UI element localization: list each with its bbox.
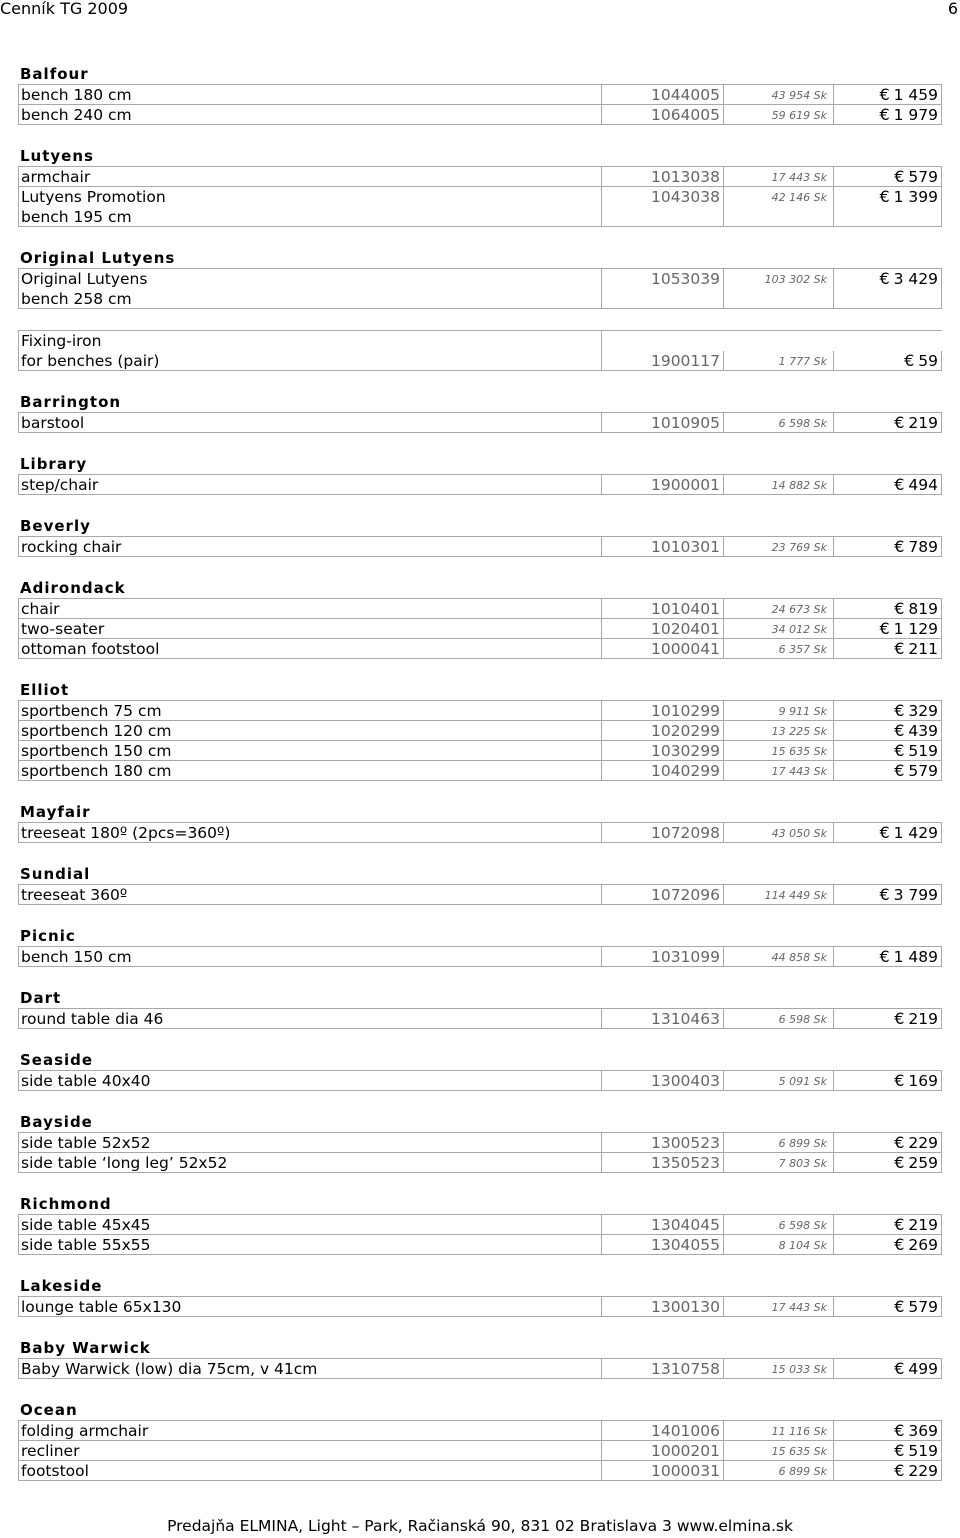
price-sk: 17 443 Sk — [724, 761, 834, 780]
price-eur: 579 — [908, 1298, 938, 1316]
price-eur-cell — [834, 537, 942, 556]
price-eur: 219 — [908, 1010, 938, 1028]
product-code: 1010299 — [602, 701, 724, 720]
price-sk: 43 954 Sk — [724, 85, 834, 104]
product-code: 1310463 — [602, 1009, 724, 1028]
product-code: 1010301 — [602, 537, 724, 556]
price-eur: 579 — [908, 168, 938, 186]
product-row — [18, 186, 942, 227]
price-sk: 6 899 Sk — [724, 1461, 834, 1480]
euro-icon: € — [879, 269, 890, 288]
price-eur: 519 — [908, 742, 938, 760]
product-code: 1044005 — [602, 85, 724, 104]
product-code: 1053039 — [602, 269, 724, 308]
product-name: Original Lutyens bench 258 cm — [18, 269, 602, 308]
price-eur: 439 — [908, 722, 938, 740]
product-row — [18, 268, 942, 309]
price-eur: 329 — [908, 702, 938, 720]
product-row — [18, 330, 942, 371]
product-code: 1010905 — [602, 413, 724, 432]
section-spacer — [18, 371, 942, 392]
price-eur-cell — [834, 1461, 942, 1480]
product-name: two-seater — [18, 619, 602, 638]
product-section — [18, 330, 942, 371]
product-code: 1010401 — [602, 599, 724, 618]
product-name: treeseat 180º (2pcs=360º) — [18, 823, 602, 842]
product-section — [18, 1050, 942, 1091]
price-eur: 3 799 — [893, 886, 938, 904]
price-eur: 369 — [908, 1422, 938, 1440]
price-eur-cell — [834, 1441, 942, 1460]
section-rows — [18, 268, 942, 309]
section-spacer — [18, 1317, 942, 1338]
euro-icon: € — [879, 823, 890, 842]
product-section — [18, 864, 942, 905]
page-footer: Predajňa ELMINA, Light – Park, Račianská 90, 831 02 Bratislava 3 www.elmina.sk — [167, 1517, 793, 1535]
price-eur: 259 — [908, 1154, 938, 1172]
price-sk: 11 116 Sk — [724, 1421, 834, 1440]
euro-icon: € — [879, 947, 890, 966]
product-code: 1072098 — [602, 823, 724, 842]
product-section — [18, 1194, 942, 1255]
section-title: Mayfair — [20, 803, 91, 821]
product-row — [18, 740, 942, 761]
price-sk: 103 302 Sk — [724, 269, 834, 308]
page-number: 6 — [947, 0, 958, 18]
price-eur: 219 — [908, 414, 938, 432]
euro-icon: € — [894, 1215, 905, 1234]
euro-icon: € — [894, 1359, 905, 1378]
section-title: Dart — [20, 989, 62, 1007]
price-eur-cell — [834, 741, 942, 760]
price-sk: 24 673 Sk — [724, 599, 834, 618]
euro-icon: € — [894, 537, 905, 556]
price-sk: 6 899 Sk — [724, 1133, 834, 1152]
product-section — [18, 146, 942, 227]
euro-icon: € — [894, 1235, 905, 1254]
product-code: 1000201 — [602, 1441, 724, 1460]
price-eur: 819 — [908, 600, 938, 618]
product-row — [18, 1296, 942, 1317]
price-eur: 1 399 — [893, 188, 938, 206]
product-row — [18, 1132, 942, 1153]
price-eur: 1 979 — [893, 106, 938, 124]
price-eur: 229 — [908, 1462, 938, 1480]
section-spacer — [18, 1379, 942, 1400]
product-row — [18, 1420, 942, 1441]
price-eur: 579 — [908, 762, 938, 780]
price-eur: 494 — [908, 476, 938, 494]
section-rows — [18, 1358, 942, 1379]
euro-icon: € — [894, 1297, 905, 1316]
product-section — [18, 248, 942, 309]
section-title: Bayside — [20, 1113, 93, 1131]
section-spacer — [18, 125, 942, 146]
product-name: Baby Warwick (low) dia 75cm, v 41cm — [18, 1359, 602, 1378]
product-code: 1064005 — [602, 105, 724, 124]
section-spacer — [18, 781, 942, 802]
section-title: Ocean — [20, 1401, 78, 1419]
price-sk: 17 443 Sk — [724, 1297, 834, 1316]
price-eur-cell — [834, 1215, 942, 1234]
section-title: Barrington — [20, 393, 122, 411]
section-title: Picnic — [20, 927, 76, 945]
product-code: 1304045 — [602, 1215, 724, 1234]
product-section — [18, 1338, 942, 1379]
product-name: armchair — [18, 167, 602, 186]
product-code: 1020401 — [602, 619, 724, 638]
document-title: Cenník TG 2009 — [0, 0, 129, 18]
product-section — [18, 926, 942, 967]
product-row — [18, 84, 942, 105]
euro-icon: € — [894, 721, 905, 740]
section-title: Lutyens — [20, 147, 94, 165]
price-eur-cell — [834, 351, 942, 371]
euro-icon: € — [894, 761, 905, 780]
section-spacer — [18, 1173, 942, 1194]
price-eur: 229 — [908, 1134, 938, 1152]
price-eur-cell — [834, 1421, 942, 1440]
price-sk: 15 635 Sk — [724, 741, 834, 760]
section-rows — [18, 536, 942, 557]
product-section — [18, 392, 942, 433]
product-code: 1310758 — [602, 1359, 724, 1378]
section-spacer — [18, 557, 942, 578]
euro-icon: € — [879, 885, 890, 904]
section-spacer — [18, 1091, 942, 1112]
price-eur-cell — [834, 639, 942, 658]
product-name: recliner — [18, 1441, 602, 1460]
product-name: sportbench 180 cm — [18, 761, 602, 780]
product-row — [18, 412, 942, 433]
product-code: 1300523 — [602, 1133, 724, 1152]
product-name: side table 52x52 — [18, 1133, 602, 1152]
product-name: side table ‘long leg’ 52x52 — [18, 1153, 602, 1172]
product-row — [18, 822, 942, 843]
price-sk: 14 882 Sk — [724, 475, 834, 494]
product-name: barstool — [18, 413, 602, 432]
euro-icon: € — [894, 475, 905, 494]
section-title: Lakeside — [20, 1277, 103, 1295]
price-sk: 23 769 Sk — [724, 537, 834, 556]
product-name: sportbench 75 cm — [18, 701, 602, 720]
price-sk: 6 598 Sk — [724, 413, 834, 432]
euro-icon: € — [894, 639, 905, 658]
product-name: round table dia 46 — [18, 1009, 602, 1028]
price-eur-cell — [834, 475, 942, 494]
price-eur-cell — [834, 413, 942, 432]
product-row — [18, 104, 942, 125]
section-spacer — [18, 659, 942, 680]
page-header — [0, 0, 960, 20]
product-row — [18, 638, 942, 659]
product-row — [18, 1214, 942, 1235]
price-eur-cell — [834, 1071, 942, 1090]
product-row — [18, 720, 942, 741]
price-sk: 44 858 Sk — [724, 947, 834, 966]
product-name: lounge table 65x130 — [18, 1297, 602, 1316]
product-row — [18, 618, 942, 639]
euro-icon: € — [894, 167, 905, 186]
product-row — [18, 1152, 942, 1173]
price-eur: 519 — [908, 1442, 938, 1460]
euro-icon: € — [904, 351, 915, 370]
price-eur-cell — [834, 269, 942, 308]
price-sk: 17 443 Sk — [724, 167, 834, 186]
product-section — [18, 1112, 942, 1173]
product-row — [18, 1234, 942, 1255]
price-sk: 34 012 Sk — [724, 619, 834, 638]
price-sk: 13 225 Sk — [724, 721, 834, 740]
product-name: bench 150 cm — [18, 947, 602, 966]
product-row — [18, 1070, 942, 1091]
euro-icon: € — [894, 1071, 905, 1090]
product-code: 1013038 — [602, 167, 724, 186]
euro-icon: € — [894, 413, 905, 432]
price-eur: 3 429 — [893, 270, 938, 288]
section-rows — [18, 1214, 942, 1255]
section-title: Elliot — [20, 681, 70, 699]
section-spacer — [18, 843, 942, 864]
product-code: 1300403 — [602, 1071, 724, 1090]
price-sk: 42 146 Sk — [724, 187, 834, 226]
product-name: side table 55x55 — [18, 1235, 602, 1254]
section-title: Library — [20, 455, 88, 473]
euro-icon: € — [879, 187, 890, 206]
section-rows — [18, 1070, 942, 1091]
price-eur-cell — [834, 619, 942, 638]
price-eur: 499 — [908, 1360, 938, 1378]
price-eur: 211 — [908, 640, 938, 658]
product-code: 1900117 — [602, 351, 724, 371]
price-sk: 8 104 Sk — [724, 1235, 834, 1254]
euro-icon: € — [894, 1153, 905, 1172]
price-eur-cell — [834, 1297, 942, 1316]
price-eur-cell — [834, 85, 942, 104]
section-spacer — [18, 967, 942, 988]
price-sk: 59 619 Sk — [724, 105, 834, 124]
section-rows — [18, 330, 942, 371]
section-spacer — [18, 1029, 942, 1050]
product-section — [18, 516, 942, 557]
price-eur: 219 — [908, 1216, 938, 1234]
price-eur-cell — [834, 167, 942, 186]
price-sk: 9 911 Sk — [724, 701, 834, 720]
product-section — [18, 680, 942, 781]
price-sk: 6 598 Sk — [724, 1215, 834, 1234]
euro-icon: € — [894, 701, 905, 720]
product-section — [18, 802, 942, 843]
price-eur-cell — [834, 1133, 942, 1152]
section-spacer — [18, 309, 942, 330]
price-sk: 6 598 Sk — [724, 1009, 834, 1028]
section-spacer — [18, 227, 942, 248]
product-name: bench 180 cm — [18, 85, 602, 104]
section-rows — [18, 1132, 942, 1173]
product-row — [18, 536, 942, 557]
euro-icon: € — [894, 1421, 905, 1440]
product-name: rocking chair — [18, 537, 602, 556]
section-title: Adirondack — [20, 579, 126, 597]
price-eur-cell — [834, 885, 942, 904]
price-eur-cell — [834, 1359, 942, 1378]
section-spacer — [18, 433, 942, 454]
section-rows — [18, 474, 942, 495]
price-sk: 43 050 Sk — [724, 823, 834, 842]
section-title: Sundial — [20, 865, 91, 883]
product-row — [18, 700, 942, 721]
price-eur-cell — [834, 1009, 942, 1028]
product-name: treeseat 360º — [18, 885, 602, 904]
euro-icon: € — [894, 1009, 905, 1028]
product-code: 1000031 — [602, 1461, 724, 1480]
product-section — [18, 988, 942, 1029]
product-name: side table 40x40 — [18, 1071, 602, 1090]
section-spacer — [18, 495, 942, 516]
product-row — [18, 760, 942, 781]
product-code: 1031099 — [602, 947, 724, 966]
price-sk: 7 803 Sk — [724, 1153, 834, 1172]
euro-icon: € — [894, 1461, 905, 1480]
product-row — [18, 1008, 942, 1029]
price-sk: 15 033 Sk — [724, 1359, 834, 1378]
section-spacer — [18, 905, 942, 926]
price-eur-cell — [834, 721, 942, 740]
product-section — [18, 454, 942, 495]
section-rows — [18, 946, 942, 967]
product-row — [18, 884, 942, 905]
section-rows — [18, 884, 942, 905]
product-name: side table 45x45 — [18, 1215, 602, 1234]
price-eur: 1 489 — [893, 948, 938, 966]
euro-icon: € — [879, 105, 890, 124]
section-rows — [18, 598, 942, 659]
product-row — [18, 474, 942, 495]
product-code: 1040299 — [602, 761, 724, 780]
product-code: 1030299 — [602, 741, 724, 760]
product-code: 1043038 — [602, 187, 724, 226]
product-row — [18, 598, 942, 619]
price-eur: 1 429 — [893, 824, 938, 842]
price-eur-cell — [834, 1235, 942, 1254]
section-rows — [18, 822, 942, 843]
product-name: ottoman footstool — [18, 639, 602, 658]
product-name: chair — [18, 599, 602, 618]
price-eur-cell — [834, 761, 942, 780]
section-rows — [18, 1420, 942, 1481]
price-eur-cell — [834, 701, 942, 720]
section-rows — [18, 166, 942, 227]
product-name: Lutyens Promotion bench 195 cm — [18, 187, 602, 226]
price-sk: 114 449 Sk — [724, 885, 834, 904]
price-sk: 15 635 Sk — [724, 1441, 834, 1460]
price-eur-cell — [834, 823, 942, 842]
product-name: footstool — [18, 1461, 602, 1480]
product-section — [18, 1276, 942, 1317]
price-eur: 1 129 — [893, 620, 938, 638]
section-title: Baby Warwick — [20, 1339, 151, 1357]
section-rows — [18, 700, 942, 781]
product-section — [18, 578, 942, 659]
product-code: 1350523 — [602, 1153, 724, 1172]
section-rows — [18, 1296, 942, 1317]
section-title: Richmond — [20, 1195, 112, 1213]
price-sk: 5 091 Sk — [724, 1071, 834, 1090]
euro-icon: € — [894, 741, 905, 760]
price-eur-cell — [834, 1153, 942, 1172]
section-rows — [18, 1008, 942, 1029]
product-name: step/chair — [18, 475, 602, 494]
product-name: folding armchair — [18, 1421, 602, 1440]
product-section — [18, 1400, 942, 1481]
euro-icon: € — [894, 1441, 905, 1460]
euro-icon: € — [879, 85, 890, 104]
price-eur: 169 — [908, 1072, 938, 1090]
euro-icon: € — [894, 1133, 905, 1152]
product-code: 1000041 — [602, 639, 724, 658]
price-list — [18, 64, 942, 1481]
price-eur: 1 459 — [893, 86, 938, 104]
section-title: Seaside — [20, 1051, 94, 1069]
product-name: sportbench 120 cm — [18, 721, 602, 740]
product-code: 1072096 — [602, 885, 724, 904]
price-eur-cell — [834, 187, 942, 226]
price-sk: 1 777 Sk — [724, 351, 834, 371]
price-eur-cell — [834, 105, 942, 124]
section-title: Beverly — [20, 517, 91, 535]
product-code: 1401006 — [602, 1421, 724, 1440]
price-eur-cell — [834, 947, 942, 966]
price-sk: 6 357 Sk — [724, 639, 834, 658]
section-title: Balfour — [20, 65, 89, 83]
section-spacer — [18, 1255, 942, 1276]
product-name: bench 240 cm — [18, 105, 602, 124]
section-rows — [18, 412, 942, 433]
section-title: Original Lutyens — [20, 249, 176, 267]
product-code: 1304055 — [602, 1235, 724, 1254]
product-row — [18, 1460, 942, 1481]
price-eur: 269 — [908, 1236, 938, 1254]
product-code: 1300130 — [602, 1297, 724, 1316]
price-eur: 789 — [908, 538, 938, 556]
product-row — [18, 946, 942, 967]
euro-icon: € — [879, 619, 890, 638]
section-rows — [18, 84, 942, 125]
price-eur: 59 — [918, 352, 938, 370]
product-section — [18, 64, 942, 125]
euro-icon: € — [894, 599, 905, 618]
product-row — [18, 1440, 942, 1461]
product-row — [18, 166, 942, 187]
price-eur-cell — [834, 599, 942, 618]
product-code: 1020299 — [602, 721, 724, 740]
product-name: sportbench 150 cm — [18, 741, 602, 760]
product-name: Fixing-iron for benches (pair) — [18, 331, 602, 370]
product-row — [18, 1358, 942, 1379]
product-code: 1900001 — [602, 475, 724, 494]
